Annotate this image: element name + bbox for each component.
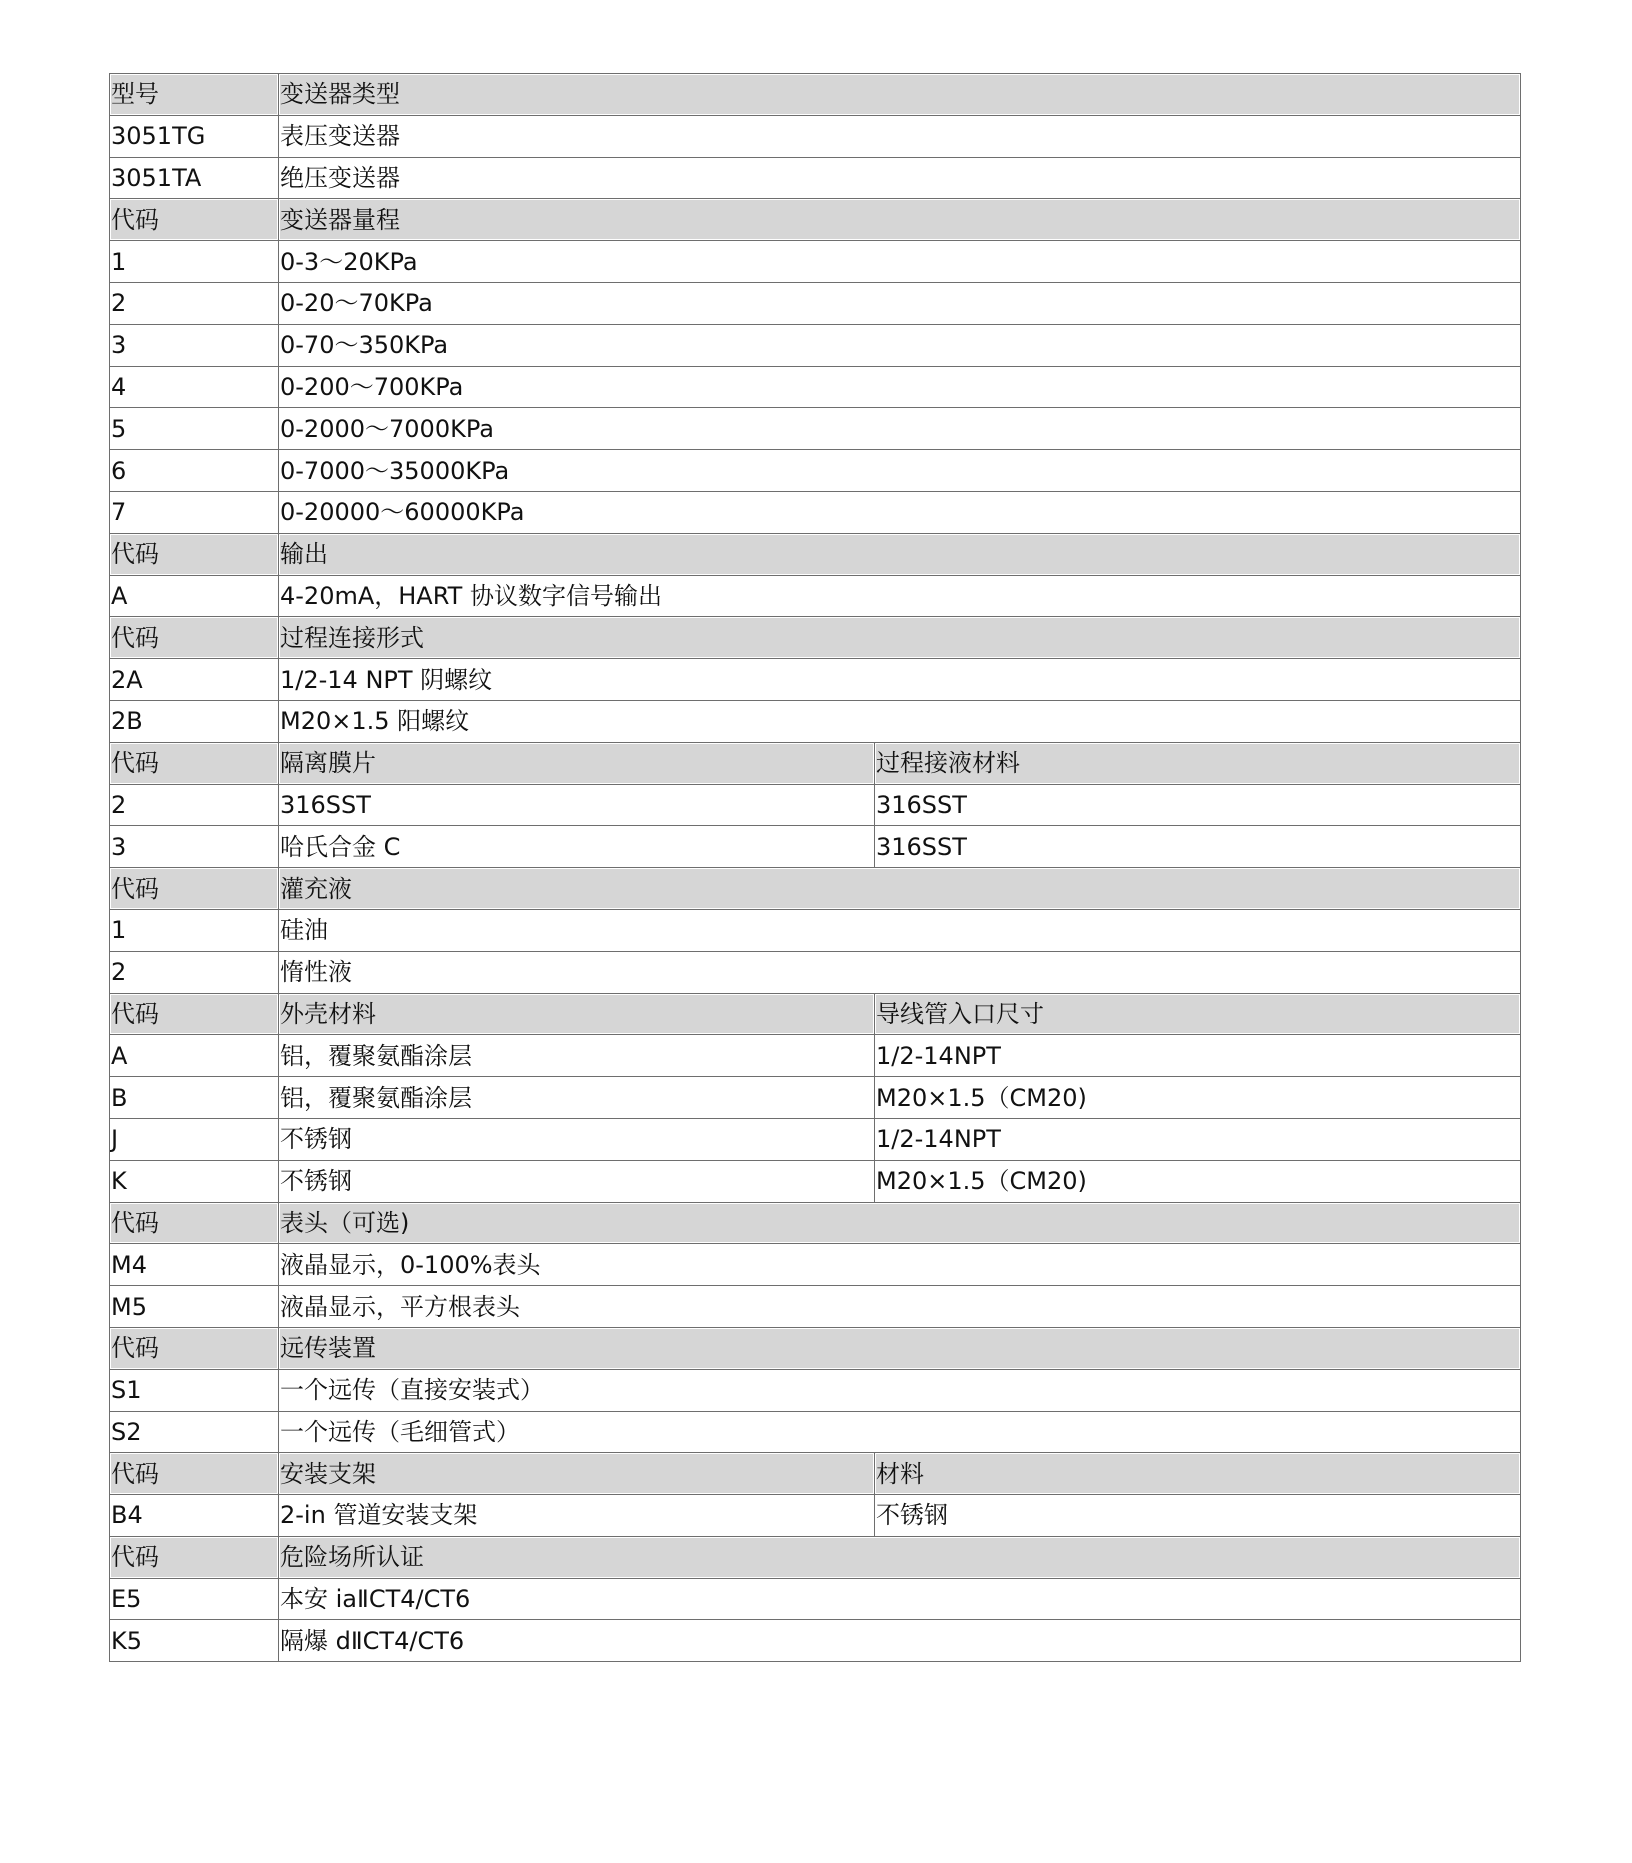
- code-cell: 2: [110, 785, 279, 827]
- table-row: [110, 116, 1521, 158]
- header-description-cell: 灌充液: [279, 868, 1521, 910]
- description-cell: 不锈钢: [279, 1161, 875, 1203]
- table-row: [110, 450, 1521, 492]
- table-row: [110, 1495, 1521, 1537]
- description-cell: 0-2000～7000KPa: [279, 408, 1521, 450]
- description-cell: M20×1.5 阳螺纹: [279, 701, 1521, 743]
- table-row: [110, 1244, 1521, 1286]
- code-cell: E5: [110, 1579, 279, 1621]
- table-row: [110, 1119, 1521, 1161]
- table-header-row: [110, 1537, 1521, 1579]
- description-cell: 0-200～700KPa: [279, 367, 1521, 409]
- description-cell: 0-20～70KPa: [279, 283, 1521, 325]
- header-extra-cell: 导线管入口尺寸: [875, 994, 1521, 1036]
- description-cell: 0-20000～60000KPa: [279, 492, 1521, 534]
- table-row: [110, 659, 1521, 701]
- description-cell: 316SST: [279, 785, 875, 827]
- table-row: [110, 158, 1521, 200]
- table-row: [110, 1620, 1521, 1662]
- description-cell: 铝，覆聚氨酯涂层: [279, 1077, 875, 1119]
- header-description-cell: 远传装置: [279, 1328, 1521, 1370]
- code-cell: 6: [110, 450, 279, 492]
- table-row: [110, 1370, 1521, 1412]
- table-header-row: [110, 994, 1521, 1036]
- table-header-row: [110, 1453, 1521, 1495]
- table-row: [110, 492, 1521, 534]
- description-cell: 哈氏合金 C: [279, 826, 875, 868]
- code-cell: 1: [110, 910, 279, 952]
- extra-cell: 316SST: [875, 826, 1521, 868]
- code-cell: 3: [110, 826, 279, 868]
- extra-cell: 1/2-14NPT: [875, 1119, 1521, 1161]
- table-row: [110, 283, 1521, 325]
- table-header-row: [110, 199, 1521, 241]
- description-cell: 液晶显示，平方根表头: [279, 1286, 1521, 1328]
- code-cell: 3051TA: [110, 158, 279, 200]
- table-row: [110, 1077, 1521, 1119]
- header-description-cell: 变送器类型: [279, 74, 1521, 116]
- table-row: [110, 785, 1521, 827]
- extra-cell: 316SST: [875, 785, 1521, 827]
- code-cell: 5: [110, 408, 279, 450]
- description-cell: 不锈钢: [279, 1119, 875, 1161]
- description-cell: 绝压变送器: [279, 158, 1521, 200]
- description-cell: 一个远传（毛细管式）: [279, 1412, 1521, 1454]
- extra-cell: 不锈钢: [875, 1495, 1521, 1537]
- code-cell: 2: [110, 283, 279, 325]
- table-row: [110, 952, 1521, 994]
- code-cell: M5: [110, 1286, 279, 1328]
- table-row: [110, 1286, 1521, 1328]
- table-row: [110, 241, 1521, 283]
- header-description-cell: 表头（可选): [279, 1203, 1521, 1245]
- header-code-cell: 代码: [110, 534, 279, 576]
- table-row: [110, 826, 1521, 868]
- extra-cell: M20×1.5（CM20): [875, 1161, 1521, 1203]
- description-cell: 液晶显示，0-100%表头: [279, 1244, 1521, 1286]
- extra-cell: M20×1.5（CM20): [875, 1077, 1521, 1119]
- code-cell: K: [110, 1161, 279, 1203]
- table-header-row: [110, 74, 1521, 116]
- description-cell: 1/2-14 NPT 阴螺纹: [279, 659, 1521, 701]
- code-cell: 2A: [110, 659, 279, 701]
- table-header-row: [110, 1328, 1521, 1370]
- table-row: [110, 1035, 1521, 1077]
- table-row: [110, 1579, 1521, 1621]
- header-code-cell: 代码: [110, 994, 279, 1036]
- code-cell: 2: [110, 952, 279, 994]
- header-description-cell: 安装支架: [279, 1453, 875, 1495]
- table-row: [110, 367, 1521, 409]
- code-cell: A: [110, 1035, 279, 1077]
- header-description-cell: 变送器量程: [279, 199, 1521, 241]
- table-header-row: [110, 868, 1521, 910]
- code-cell: 3051TG: [110, 116, 279, 158]
- description-cell: 隔爆 dⅡCT4/CT6: [279, 1620, 1521, 1662]
- table-row: [110, 1412, 1521, 1454]
- header-description-cell: 外壳材料: [279, 994, 875, 1036]
- table-row: [110, 576, 1521, 618]
- description-cell: 硅油: [279, 910, 1521, 952]
- header-code-cell: 代码: [110, 1203, 279, 1245]
- header-code-cell: 代码: [110, 1453, 279, 1495]
- header-extra-cell: 材料: [875, 1453, 1521, 1495]
- table-header-row: [110, 534, 1521, 576]
- code-cell: S2: [110, 1412, 279, 1454]
- spec-table-body: [110, 74, 1521, 1662]
- code-cell: S1: [110, 1370, 279, 1412]
- spec-table: [109, 73, 1521, 1662]
- description-cell: 2-in 管道安装支架: [279, 1495, 875, 1537]
- code-cell: B4: [110, 1495, 279, 1537]
- table-header-row: [110, 1203, 1521, 1245]
- table-header-row: [110, 617, 1521, 659]
- header-code-cell: 代码: [110, 1328, 279, 1370]
- header-description-cell: 过程连接形式: [279, 617, 1521, 659]
- description-cell: 0-70～350KPa: [279, 325, 1521, 367]
- description-cell: 4-20mA，HART 协议数字信号输出: [279, 576, 1521, 618]
- code-cell: B: [110, 1077, 279, 1119]
- description-cell: 惰性液: [279, 952, 1521, 994]
- header-description-cell: 输出: [279, 534, 1521, 576]
- code-cell: 3: [110, 325, 279, 367]
- code-cell: A: [110, 576, 279, 618]
- table-row: [110, 1161, 1521, 1203]
- description-cell: 一个远传（直接安装式）: [279, 1370, 1521, 1412]
- description-cell: 0-7000～35000KPa: [279, 450, 1521, 492]
- description-cell: 表压变送器: [279, 116, 1521, 158]
- extra-cell: 1/2-14NPT: [875, 1035, 1521, 1077]
- code-cell: 1: [110, 241, 279, 283]
- table-row: [110, 910, 1521, 952]
- code-cell: J: [110, 1119, 279, 1161]
- table-header-row: [110, 743, 1521, 785]
- description-cell: 0-3～20KPa: [279, 241, 1521, 283]
- table-row: [110, 701, 1521, 743]
- header-description-cell: 隔离膜片: [279, 743, 875, 785]
- table-row: [110, 325, 1521, 367]
- header-extra-cell: 过程接液材料: [875, 743, 1521, 785]
- header-description-cell: 危险场所认证: [279, 1537, 1521, 1579]
- header-code-cell: 代码: [110, 617, 279, 659]
- description-cell: 铝，覆聚氨酯涂层: [279, 1035, 875, 1077]
- code-cell: 7: [110, 492, 279, 534]
- header-code-cell: 代码: [110, 199, 279, 241]
- code-cell: 4: [110, 367, 279, 409]
- table-row: [110, 408, 1521, 450]
- code-cell: 2B: [110, 701, 279, 743]
- header-code-cell: 代码: [110, 1537, 279, 1579]
- header-code-cell: 代码: [110, 868, 279, 910]
- header-code-cell: 型号: [110, 74, 279, 116]
- description-cell: 本安 iaⅡCT4/CT6: [279, 1579, 1521, 1621]
- code-cell: M4: [110, 1244, 279, 1286]
- code-cell: K5: [110, 1620, 279, 1662]
- header-code-cell: 代码: [110, 743, 279, 785]
